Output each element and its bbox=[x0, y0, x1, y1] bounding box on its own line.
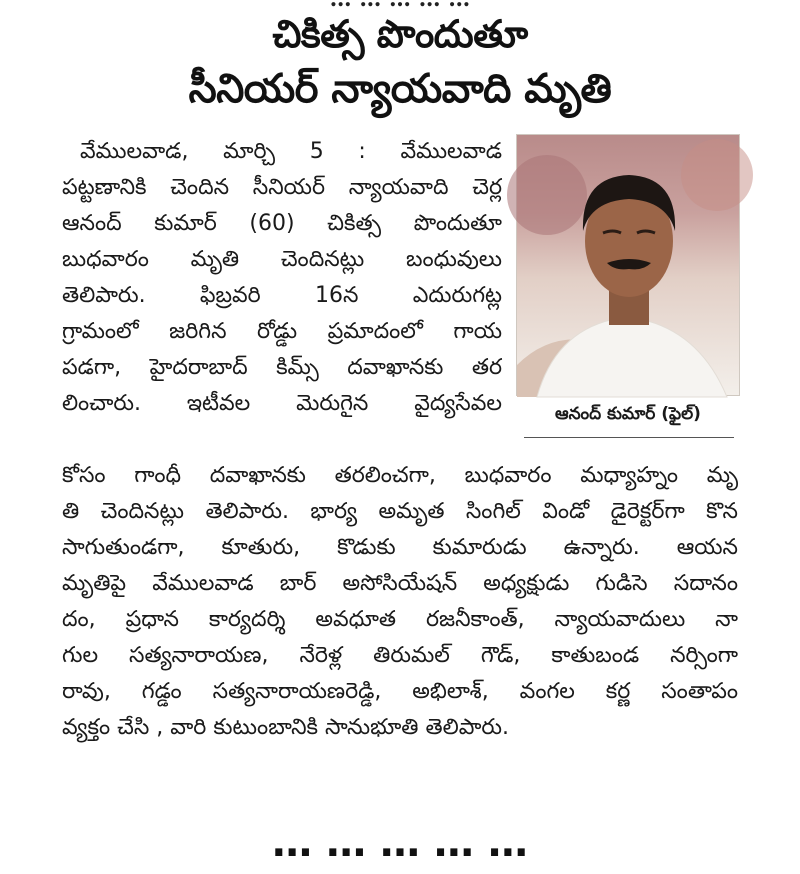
body-line: వ్యక్తం చేసి , వారి కుటుంబానికి సానుభూతి తెలిపారు. bbox=[62, 715, 510, 740]
body-line: గ్రామంలో జరిగిన రోడ్డు ప్రమాదంలో గాయ bbox=[62, 319, 502, 344]
body-line: గుల సత్యనారాయణ, నేరెళ్ల తిరుమల్ గౌడ్, కాతుబండ నర్సింగా bbox=[62, 643, 738, 668]
cut-off-top-headline bbox=[0, 0, 800, 6]
body-line: మృతిపై వేములవాడ బార్ అసోసియేషన్ అధ్యక్షుడు గుడిసె సదానం bbox=[62, 571, 738, 596]
caption-divider bbox=[524, 437, 734, 438]
portrait-illustration bbox=[517, 135, 741, 397]
body-line: పట్టణానికి చెందిన సీనియర్ న్యాయవాది చెర్ల bbox=[62, 175, 502, 200]
cut-off-next-headline: … … … … … bbox=[272, 820, 528, 866]
photo-caption: ఆనంద్ కుమార్ (ఫైల్) bbox=[555, 404, 701, 424]
body-line: వేములవాడ, మార్చి 5 : వేములవాడ bbox=[80, 139, 502, 164]
body-line: దం, ప్రధాన కార్యదర్శి అవధూత రజనీకాంత్, న్యాయవాదులు నా bbox=[62, 607, 738, 632]
body-line: తి చెందినట్లు తెలిపారు. భార్య అమృత సింగిల్ విండో డైరెక్టర్‌గా కొన bbox=[62, 499, 738, 524]
body-line: బుధవారం మృతి చెందినట్లు బంధువులు bbox=[62, 247, 502, 272]
portrait-photo bbox=[516, 134, 740, 396]
body-line: రావు, గడ్డం సత్యనారాయణరెడ్డి, అభిలాశ్, వంగల కర్ణ సంతాపం bbox=[62, 679, 738, 704]
headline-line-1: చికిత్స పొందుతూ bbox=[272, 12, 528, 56]
body-line: ఆనంద్ కుమార్ (60) చికిత్స పొందుతూ bbox=[62, 211, 502, 236]
body-line: తెలిపారు. ఫిబ్రవరి 16న ఎదురుగట్ల bbox=[62, 283, 502, 308]
body-line: సాగుతుండగా, కూతురు, కొడుకు కుమారుడు ఉన్నారు. ఆయన bbox=[62, 535, 738, 560]
body-line: కోసం గాంధీ దవాఖానకు తరలించగా, బుధవారం మధ్యాహ్నం మృ bbox=[62, 463, 738, 488]
body-line: లించారు. ఇటీవల మెరుగైన వైద్యసేవల bbox=[62, 391, 502, 416]
body-line: పడగా, హైదరాబాద్ కిమ్స్ దవాఖానకు తర bbox=[62, 355, 502, 380]
headline-line-2: సీనియర్ న్యాయవాది మృతి bbox=[188, 66, 612, 112]
